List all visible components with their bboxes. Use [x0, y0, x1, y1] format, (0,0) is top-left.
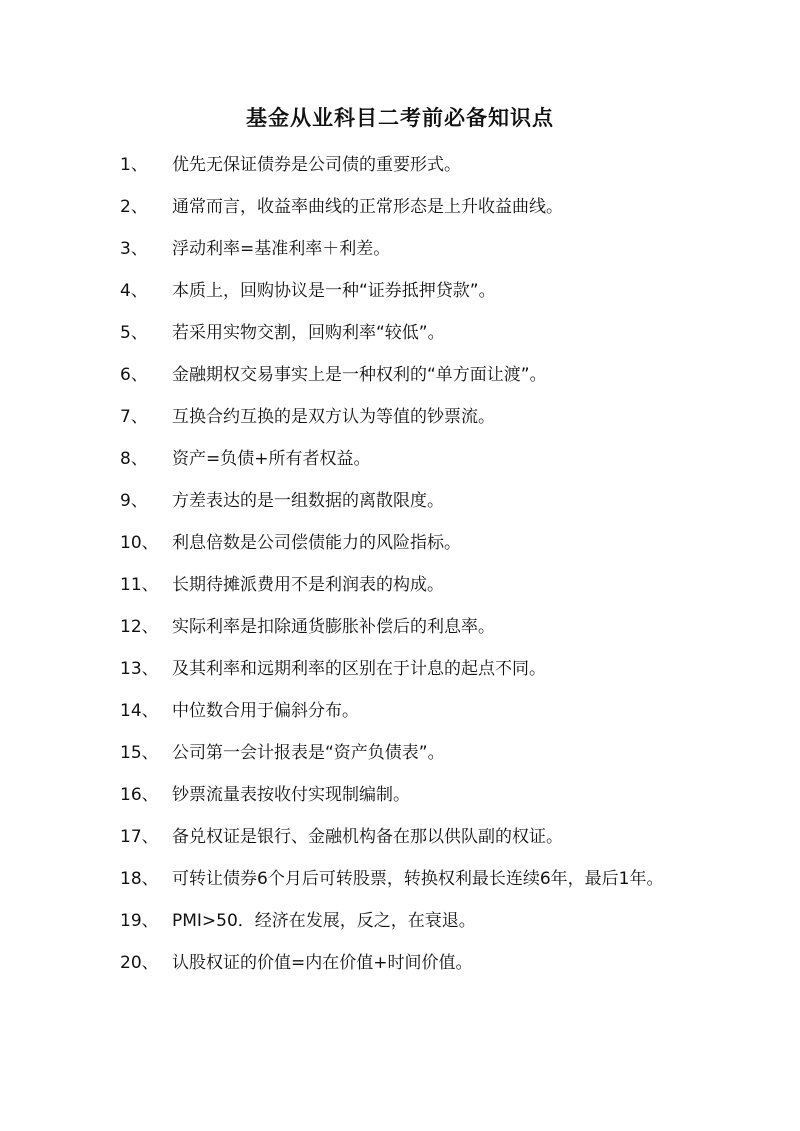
item-text: 实际利率是扣除通货膨胀补偿后的利息率。	[172, 617, 495, 637]
item-number: 19、	[120, 911, 159, 931]
item-number: 9、	[120, 491, 148, 511]
item-text: 可转让债券6个月后可转股票，转换权利最长连续6年，最后1年。	[172, 869, 664, 889]
list-item	[120, 816, 680, 858]
item-text: 长期待摊派费用不是利润表的构成。	[172, 575, 444, 595]
item-number: 3、	[120, 239, 148, 259]
item-number: 8、	[120, 449, 148, 469]
list-item	[120, 354, 680, 396]
item-number: 4、	[120, 281, 148, 301]
item-text: 认股权证的价值=内在价值+时间价值。	[172, 953, 473, 973]
item-number: 12、	[120, 617, 159, 637]
item-text: 备兑权证是银行、金融机构备在那以供队副的权证。	[172, 827, 563, 847]
list-item	[120, 606, 680, 648]
list-item	[120, 942, 680, 984]
list-item	[120, 480, 680, 522]
item-number: 16、	[120, 785, 159, 805]
item-number: 6、	[120, 365, 148, 385]
page-title: 基金从业科目二考前必备知识点	[246, 105, 554, 130]
list-item	[120, 648, 680, 690]
list-item	[120, 396, 680, 438]
item-text: 钞票流量表按收付实现制编制。	[172, 785, 410, 805]
list-item	[120, 312, 680, 354]
item-text: 中位数合用于偏斜分布。	[172, 701, 359, 721]
item-number: 11、	[120, 575, 159, 595]
item-number: 18、	[120, 869, 159, 889]
item-text: 资产=负债+所有者权益。	[172, 449, 371, 469]
list-item	[120, 564, 680, 606]
item-text: 本质上，回购协议是一种“证券抵押贷款”。	[172, 281, 496, 301]
item-number: 2、	[120, 197, 148, 217]
list-item	[120, 732, 680, 774]
list-item	[120, 144, 680, 186]
list-item	[120, 186, 680, 228]
item-number: 14、	[120, 701, 159, 721]
item-text: 通常而言，收益率曲线的正常形态是上升收益曲线。	[172, 197, 563, 217]
item-text: 利息倍数是公司偿债能力的风险指标。	[172, 533, 461, 553]
list-item	[120, 774, 680, 816]
list-item	[120, 690, 680, 732]
item-text: 公司第一会计报表是“资产负债表”。	[172, 743, 445, 763]
item-number: 7、	[120, 407, 148, 427]
item-text: 互换合约互换的是双方认为等值的钞票流。	[172, 407, 495, 427]
item-text: 浮动利率=基准利率＋利差。	[172, 239, 391, 259]
item-text: PMI>50．经济在发展，反之，在衰退。	[172, 911, 476, 931]
item-text: 若采用实物交割，回购利率“较低”。	[172, 323, 445, 343]
item-text: 方差表达的是一组数据的离散限度。	[172, 491, 444, 511]
item-number: 5、	[120, 323, 148, 343]
item-number: 10、	[120, 533, 159, 553]
item-text: 金融期权交易事实上是一种权利的“单方面让渡”。	[172, 365, 547, 385]
list-item	[120, 522, 680, 564]
item-text: 及其利率和远期利率的区别在于计息的起点不同。	[172, 659, 546, 679]
knowledge-list	[120, 144, 680, 984]
item-number: 15、	[120, 743, 159, 763]
list-item	[120, 858, 680, 900]
item-number: 17、	[120, 827, 159, 847]
item-number: 20、	[120, 953, 159, 973]
list-item	[120, 900, 680, 942]
list-item	[120, 270, 680, 312]
list-item	[120, 228, 680, 270]
item-number: 1、	[120, 155, 148, 175]
list-item	[120, 438, 680, 480]
item-text: 优先无保证债券是公司债的重要形式。	[172, 155, 461, 175]
item-number: 13、	[120, 659, 159, 679]
